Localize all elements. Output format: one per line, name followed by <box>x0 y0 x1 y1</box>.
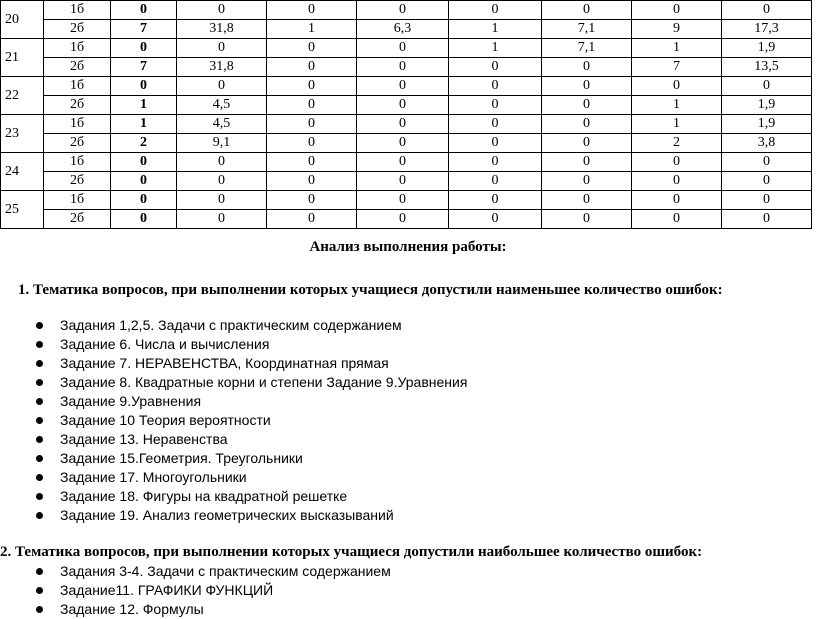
value-cell: 1 <box>449 39 542 58</box>
value-cell: 0 <box>357 134 449 153</box>
value-cell: 7 <box>111 58 177 77</box>
list-item-text: Задание 12. Формулы <box>60 601 204 617</box>
value-cell: 0 <box>542 115 632 134</box>
value-cell: 0 <box>267 210 357 229</box>
analysis-title: Анализ выполнения работы: <box>309 239 507 255</box>
value-cell: 0 <box>267 115 357 134</box>
list-item <box>36 354 467 373</box>
value-cell: 0 <box>632 77 722 96</box>
task-number-cell: 23 <box>1 115 44 153</box>
value-cell: 0 <box>357 1 449 20</box>
list-item-text: Задание 15.Геометрия. Треугольники <box>60 450 303 466</box>
table-row <box>1 153 812 172</box>
value-cell: 0 <box>177 39 267 58</box>
results-table <box>0 0 812 229</box>
list-item-text: Задание 13. Неравенства <box>60 431 228 447</box>
value-cell: 0 <box>267 153 357 172</box>
variant-cell: 1б <box>44 39 111 58</box>
list-item <box>36 335 467 354</box>
value-cell: 0 <box>357 58 449 77</box>
value-cell: 0 <box>357 153 449 172</box>
variant-cell: 1б <box>44 153 111 172</box>
variant-cell: 2б <box>44 20 111 39</box>
value-cell: 0 <box>267 58 357 77</box>
value-cell: 0 <box>449 191 542 210</box>
value-cell: 0 <box>267 191 357 210</box>
task-number-cell: 25 <box>1 191 44 229</box>
value-cell: 31,8 <box>177 58 267 77</box>
value-cell: 0 <box>357 39 449 58</box>
value-cell: 0 <box>632 210 722 229</box>
value-cell: 0 <box>111 77 177 96</box>
variant-cell: 1б <box>44 77 111 96</box>
bullet-icon <box>36 587 43 594</box>
value-cell: 0 <box>542 1 632 20</box>
value-cell: 0 <box>632 172 722 191</box>
section1-heading: 1. Тематика вопросов, при выполнении которых учащиеся допустили наименьшее количество ошибок: <box>18 282 723 298</box>
table-row <box>1 96 812 115</box>
value-cell: 0 <box>177 153 267 172</box>
value-cell: 0 <box>449 58 542 77</box>
value-cell: 31,8 <box>177 20 267 39</box>
bullet-icon <box>36 512 43 519</box>
task-number-cell: 20 <box>1 1 44 39</box>
table-row <box>1 58 812 77</box>
bullet-icon <box>36 417 43 424</box>
value-cell: 9,1 <box>177 134 267 153</box>
value-cell: 7,1 <box>542 20 632 39</box>
list-item-text: Задания 3-4. Задачи с практическим содержанием <box>60 563 391 579</box>
value-cell: 0 <box>177 210 267 229</box>
list-item <box>36 373 467 392</box>
list-item <box>36 562 391 581</box>
value-cell: 0 <box>722 1 812 20</box>
value-cell: 0 <box>542 58 632 77</box>
value-cell: 0 <box>357 172 449 191</box>
value-cell: 6,3 <box>357 20 449 39</box>
value-cell: 1,9 <box>722 96 812 115</box>
value-cell: 0 <box>357 210 449 229</box>
variant-cell: 2б <box>44 134 111 153</box>
list-item-text: Задание 9.Уравнения <box>60 393 202 409</box>
value-cell: 0 <box>722 191 812 210</box>
value-cell: 0 <box>542 96 632 115</box>
list-item <box>36 600 391 619</box>
value-cell: 0 <box>177 77 267 96</box>
value-cell: 4,5 <box>177 115 267 134</box>
value-cell: 0 <box>111 1 177 20</box>
variant-cell: 2б <box>44 172 111 191</box>
value-cell: 1 <box>632 115 722 134</box>
value-cell: 1 <box>449 20 542 39</box>
variant-cell: 2б <box>44 210 111 229</box>
value-cell: 0 <box>449 96 542 115</box>
table-row <box>1 134 812 153</box>
value-cell: 0 <box>632 153 722 172</box>
task-number-cell: 24 <box>1 153 44 191</box>
value-cell: 0 <box>722 210 812 229</box>
list-item-text: Задания 1,2,5. Задачи с практическим содержанием <box>60 317 402 333</box>
value-cell: 2 <box>632 134 722 153</box>
section2-heading: 2. Тематика вопросов, при выполнении которых учащиеся допустили наибольшее количество ошибок: <box>0 544 703 560</box>
value-cell: 1 <box>632 39 722 58</box>
bullet-icon <box>36 568 43 575</box>
list-item-text: Задание 18. Фигуры на квадратной решетке <box>60 488 348 504</box>
value-cell: 0 <box>267 96 357 115</box>
value-cell: 0 <box>267 1 357 20</box>
value-cell: 1 <box>111 96 177 115</box>
list-item <box>36 449 467 468</box>
value-cell: 0 <box>449 172 542 191</box>
value-cell: 0 <box>357 115 449 134</box>
value-cell: 0 <box>111 172 177 191</box>
table-row <box>1 1 812 20</box>
list-item <box>36 430 467 449</box>
value-cell: 3,8 <box>722 134 812 153</box>
value-cell: 0 <box>632 1 722 20</box>
value-cell: 0 <box>177 172 267 191</box>
variant-cell: 1б <box>44 191 111 210</box>
section1-list <box>36 316 467 525</box>
value-cell: 0 <box>542 191 632 210</box>
value-cell: 0 <box>177 1 267 20</box>
value-cell: 0 <box>357 77 449 96</box>
list-item-text: Задание 10 Теория вероятности <box>60 412 271 428</box>
value-cell: 7,1 <box>542 39 632 58</box>
value-cell: 0 <box>267 39 357 58</box>
list-item-text: Задание 7. НЕРАВЕНСТВА, Координатная прямая <box>60 355 389 371</box>
value-cell: 7 <box>632 58 722 77</box>
variant-cell: 1б <box>44 1 111 20</box>
value-cell: 0 <box>177 191 267 210</box>
bullet-icon <box>36 341 43 348</box>
value-cell: 0 <box>722 153 812 172</box>
value-cell: 0 <box>357 191 449 210</box>
bullet-icon <box>36 455 43 462</box>
value-cell: 4,5 <box>177 96 267 115</box>
table-row <box>1 77 812 96</box>
list-item-text: Задание 17. Многоугольники <box>60 469 247 485</box>
section2-list <box>36 562 391 619</box>
bullet-icon <box>36 493 43 500</box>
value-cell: 0 <box>632 191 722 210</box>
value-cell: 0 <box>542 172 632 191</box>
bullet-icon <box>36 360 43 367</box>
table-row <box>1 172 812 191</box>
value-cell: 0 <box>722 77 812 96</box>
value-cell: 0 <box>267 172 357 191</box>
list-item-text: Задание11. ГРАФИКИ ФУНКЦИЙ <box>60 582 274 598</box>
variant-cell: 1б <box>44 115 111 134</box>
value-cell: 9 <box>632 20 722 39</box>
list-item <box>36 506 467 525</box>
table-row <box>1 191 812 210</box>
value-cell: 0 <box>542 77 632 96</box>
task-number-cell: 22 <box>1 77 44 115</box>
value-cell: 1 <box>111 115 177 134</box>
value-cell: 17,3 <box>722 20 812 39</box>
bullet-icon <box>36 379 43 386</box>
value-cell: 1 <box>267 20 357 39</box>
list-item <box>36 392 467 411</box>
variant-cell: 2б <box>44 96 111 115</box>
list-item <box>36 316 467 335</box>
list-item <box>36 411 467 430</box>
list-item-text: Задание 19. Анализ геометрических высказываний <box>60 507 394 523</box>
value-cell: 0 <box>449 153 542 172</box>
value-cell: 1,9 <box>722 39 812 58</box>
list-item <box>36 487 467 506</box>
bullet-icon <box>36 474 43 481</box>
value-cell: 0 <box>542 210 632 229</box>
value-cell: 0 <box>449 115 542 134</box>
value-cell: 0 <box>449 1 542 20</box>
value-cell: 1 <box>632 96 722 115</box>
task-number-cell: 21 <box>1 39 44 77</box>
bullet-icon <box>36 436 43 443</box>
value-cell: 0 <box>542 153 632 172</box>
table-row <box>1 39 812 58</box>
value-cell: 0 <box>111 191 177 210</box>
list-item-text: Задание 6. Числа и вычисления <box>60 336 270 352</box>
value-cell: 0 <box>111 39 177 58</box>
variant-cell: 2б <box>44 58 111 77</box>
list-item <box>36 581 391 600</box>
bullet-icon <box>36 322 43 329</box>
value-cell: 0 <box>267 77 357 96</box>
bullet-icon <box>36 398 43 405</box>
value-cell: 0 <box>357 96 449 115</box>
table-row <box>1 20 812 39</box>
value-cell: 0 <box>449 77 542 96</box>
value-cell: 1,9 <box>722 115 812 134</box>
value-cell: 0 <box>449 134 542 153</box>
value-cell: 0 <box>267 134 357 153</box>
value-cell: 13,5 <box>722 58 812 77</box>
results-table-body <box>1 1 812 229</box>
table-row <box>1 115 812 134</box>
value-cell: 0 <box>111 210 177 229</box>
value-cell: 2 <box>111 134 177 153</box>
value-cell: 0 <box>449 210 542 229</box>
value-cell: 0 <box>111 153 177 172</box>
value-cell: 0 <box>542 134 632 153</box>
value-cell: 0 <box>722 172 812 191</box>
bullet-icon <box>36 606 43 613</box>
list-item <box>36 468 467 487</box>
table-row <box>1 210 812 229</box>
list-item-text: Задание 8. Квадратные корни и степени Задание 9.Уравнения <box>60 374 468 390</box>
value-cell: 7 <box>111 20 177 39</box>
